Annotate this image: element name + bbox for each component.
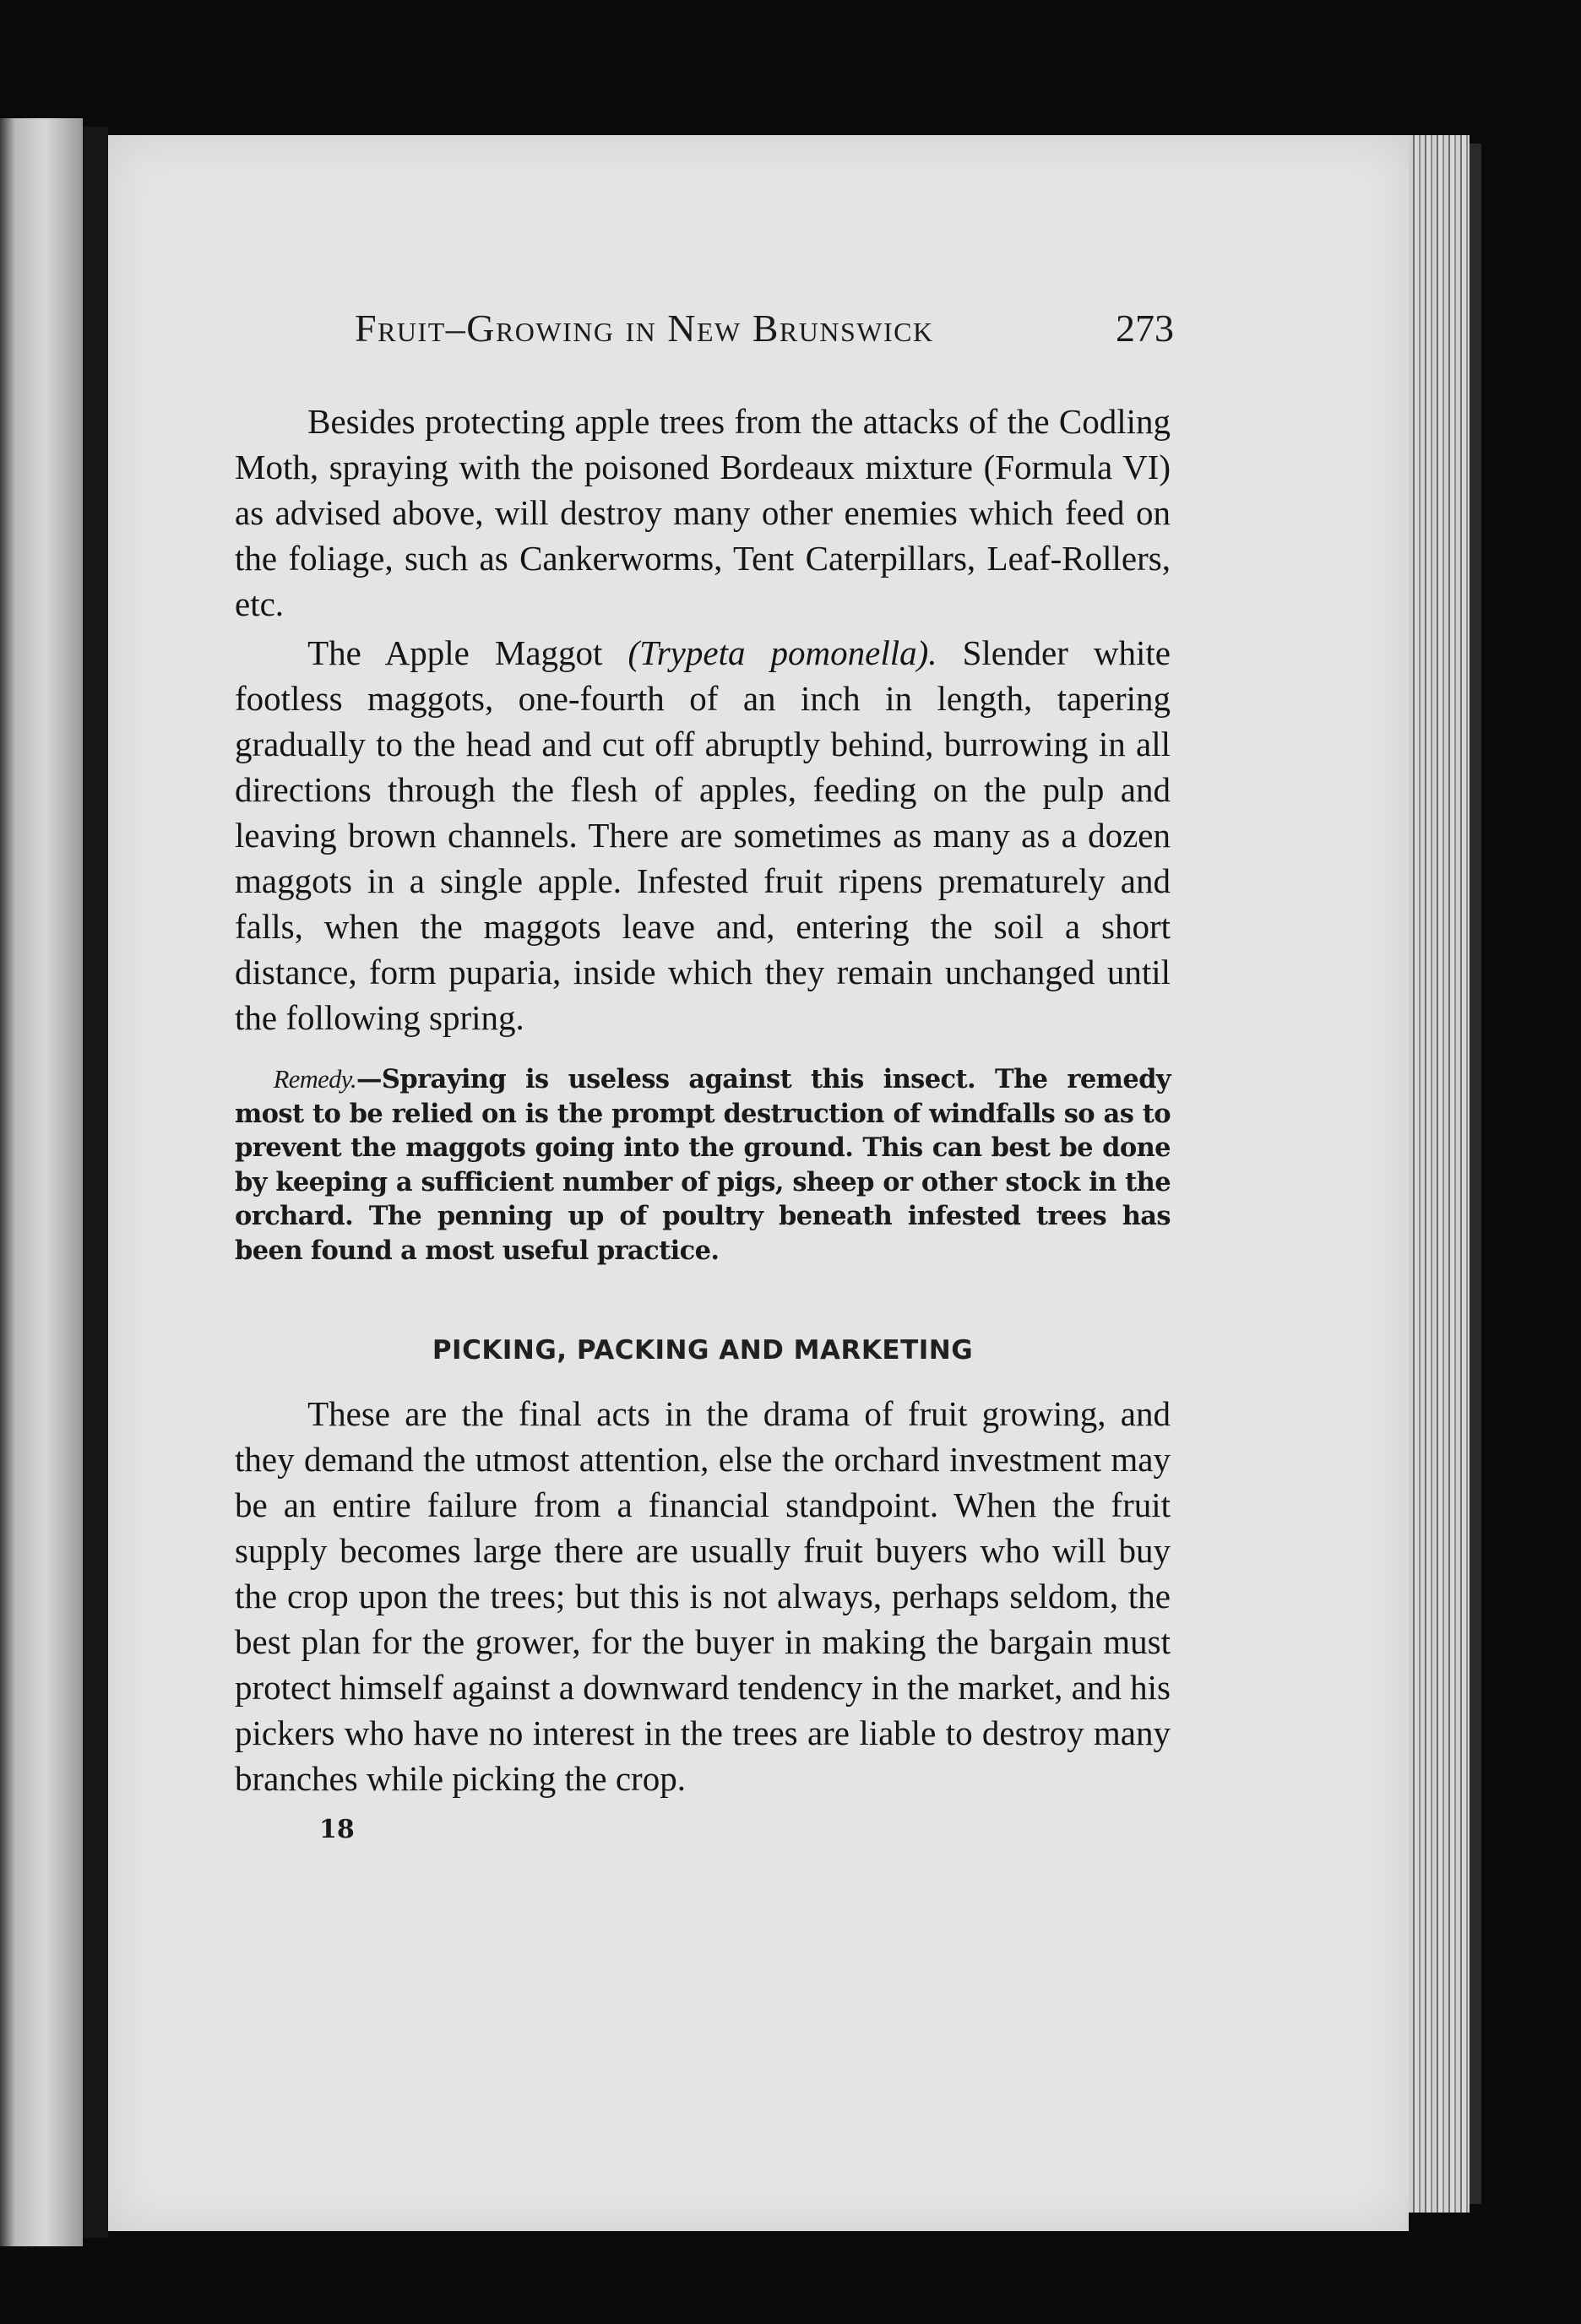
remedy-text: —Spraying is useless against this insect. The remedy most to be relied on is the prompt destruction of windfalls so as to prevent the maggots going into the ground. This can best be done by keeping a sufficient number of pigs, sheep or other stock in the orchard. The penning up of poultry beneath infested trees has been found a most useful practice. bbox=[235, 1064, 1171, 1266]
running-title: Fruit–Growing in New Brunswick bbox=[355, 307, 934, 350]
book-cover-edge bbox=[1470, 144, 1481, 2204]
page-content bbox=[235, 399, 1171, 1844]
paragraph-apple-maggot bbox=[235, 630, 1171, 1040]
signature-mark: 18 bbox=[319, 1815, 355, 1844]
apple-maggot-description: Slender white footless maggots, one-fourth of an inch in length, tapering gradually to the head and cut off abruptly behind, burrowing in all directions through the flesh of apples, feeding on the pulp and leaving brown channels. There are sometimes as many as a dozen maggots in a single apple. Infested fruit ripens prematurely and falls, when the maggots leave and, entering the soil a short distance, form puparia, inside which they remain unchanged until the following spring. bbox=[235, 633, 1171, 1037]
page-number: 273 bbox=[1116, 307, 1174, 350]
book-gutter bbox=[83, 127, 108, 2238]
remedy-label: Remedy. bbox=[273, 1065, 357, 1094]
page-stack-edges bbox=[1409, 135, 1470, 2213]
paragraph-picking-packing: These are the final acts in the drama of fruit growing, and they demand the utmost attention, else the orchard investment may be an entire failure from a financial standpoint. When the fruit supply becomes large there are usually fruit buyers who will buy the crop upon the trees; but this is not always, perhaps seldom, the best plan for the grower, for the buyer in making the bargain must protect himself against a downward tendency in the market, and his pickers who have no interest in the trees are liable to destroy many branches while picking the crop. bbox=[235, 1394, 1171, 1798]
paragraph-codling-moth: Besides protecting apple trees from the attacks of the Codling Moth, spraying with the poisoned Bordeaux mixture (Formula VI) as advised above, will destroy many other enemies which feed on the foliage, such as Cankerworms, Tent Caterpillars, Leaf-Rollers, etc. bbox=[235, 402, 1171, 623]
apple-maggot-lead: The Apple Maggot bbox=[307, 633, 603, 672]
section-heading: PICKING, PACKING AND MARKETING bbox=[432, 1335, 974, 1366]
facing-page-edge bbox=[0, 118, 83, 2246]
remedy-note bbox=[235, 1062, 1171, 1268]
species-name: (Trypeta pomonella). bbox=[628, 633, 937, 672]
running-header bbox=[355, 306, 1174, 365]
